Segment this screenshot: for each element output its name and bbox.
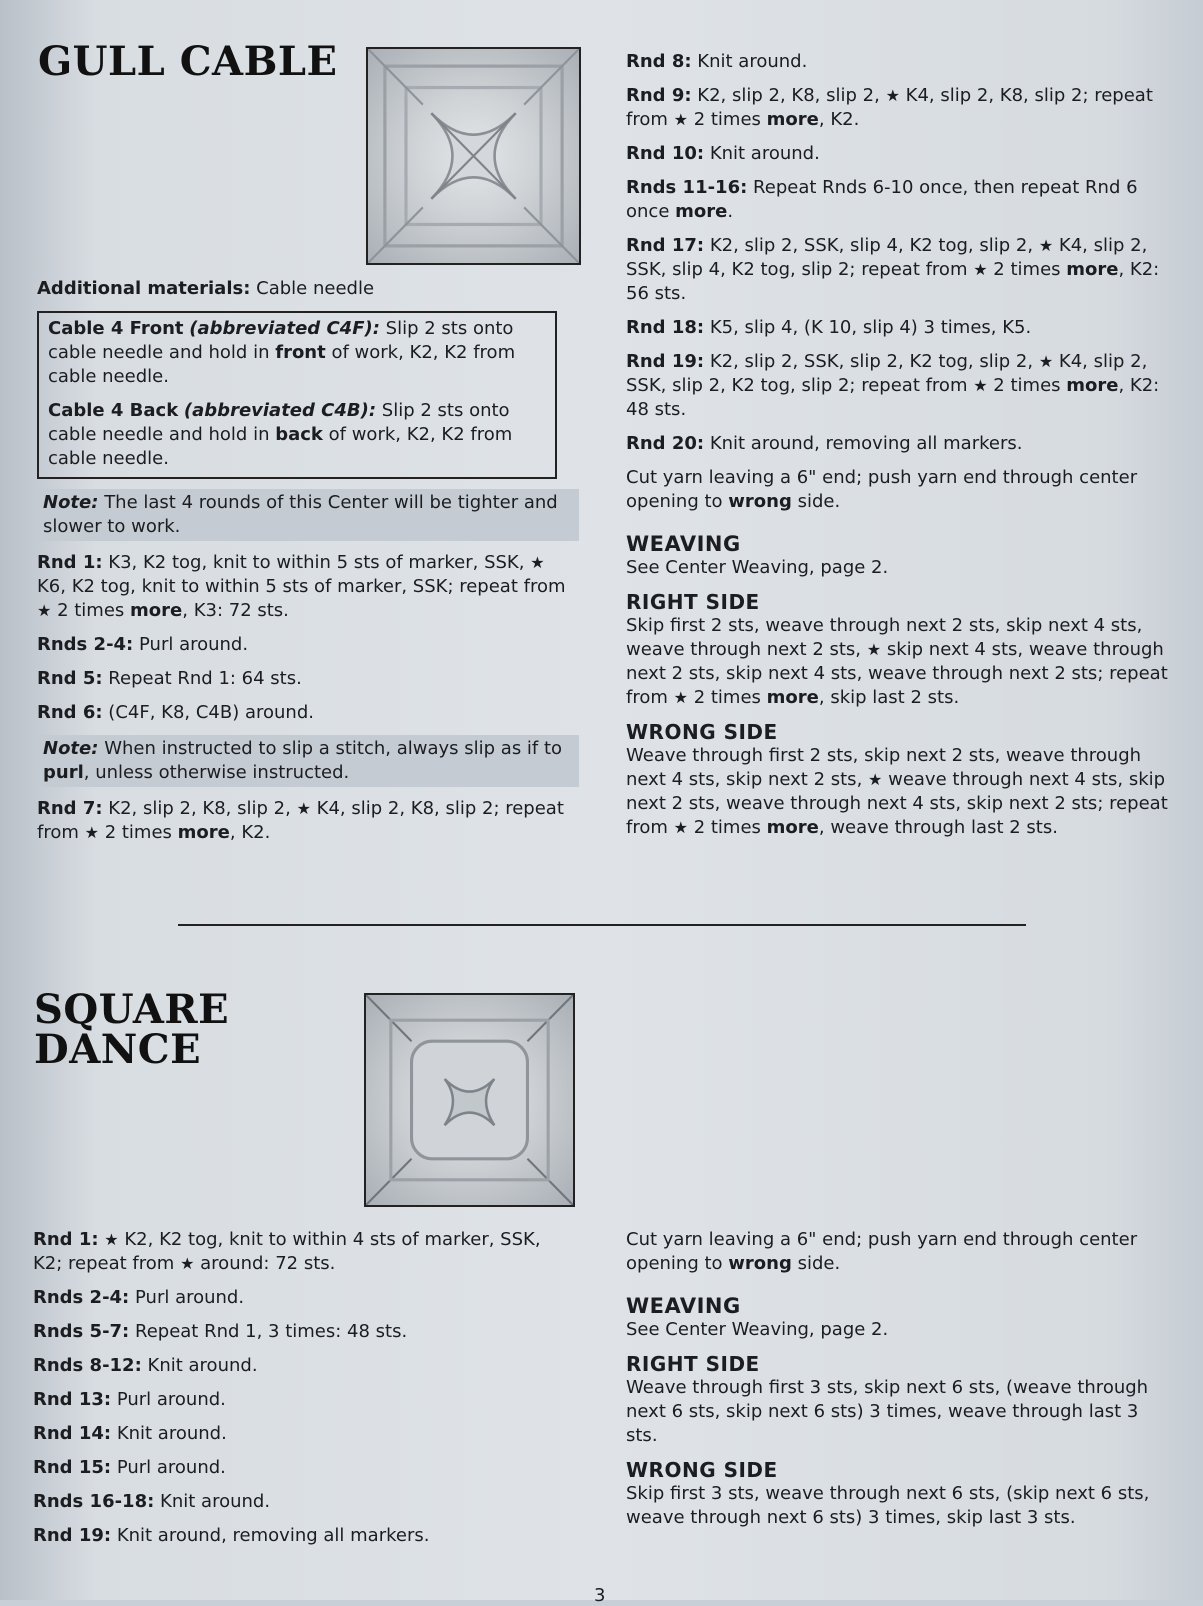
star-icon: ★ — [530, 553, 545, 572]
gull-right-side-heading: RIGHT SIDE — [626, 590, 760, 614]
square-dance-left-column — [33, 1228, 573, 1558]
note-label: Note: — [43, 738, 99, 759]
gull-cable-swatch-photo — [366, 47, 581, 265]
square-rnd-8-12 — [33, 1354, 573, 1378]
star-icon: ★ — [885, 86, 900, 105]
rnd-text: 2 times — [104, 822, 172, 843]
note-text: , unless otherwise instructed. — [83, 762, 350, 783]
c4b-definition — [48, 399, 547, 471]
star-icon: ★ — [104, 1230, 119, 1249]
materials-value: Cable needle — [256, 278, 375, 299]
gull-wrong-side-heading: WRONG SIDE — [626, 720, 778, 744]
ws-text: Weave through first 2 sts, skip next 2 sts, weave through next 4 sts, skip next 2 sts, — [626, 745, 1142, 790]
gull-cable-title: GULL CABLE — [38, 38, 338, 85]
c4f-emph: front — [275, 342, 326, 363]
star-icon: ★ — [180, 1254, 195, 1273]
star-icon: ★ — [296, 799, 311, 818]
cable-definitions-box — [37, 311, 557, 479]
rnd-emph: more — [675, 201, 728, 222]
square-rnd-16-18 — [33, 1490, 573, 1514]
rnd-text: Knit around, removing all markers. — [116, 1525, 430, 1546]
c4b-text-end: of work, K2, K2 from cable needle. — [48, 424, 513, 469]
rnd-text: Knit around. — [147, 1355, 258, 1376]
square-rnd-13 — [33, 1388, 573, 1412]
rnd-text: , K3: 72 sts. — [182, 600, 289, 621]
gull-cable-left-column — [37, 277, 577, 855]
ws-emph: more — [766, 817, 819, 838]
rnd-text: K2, slip 2, K8, slip 2, — [697, 85, 880, 106]
gull-rnd-9 — [626, 84, 1171, 132]
rnd-label: Rnds 11-16: — [626, 177, 748, 198]
cut-emph: wrong — [728, 491, 792, 512]
rnd-text: K2, slip 2, SSK, slip 4, K2 tog, slip 2, — [709, 235, 1034, 256]
rnd-label: Rnd 18: — [626, 317, 705, 338]
rnd-text: Purl around. — [116, 1389, 226, 1410]
cut-text: Cut yarn leaving a 6" end; push yarn end through center opening to — [626, 467, 1138, 512]
star-icon: ★ — [673, 818, 688, 837]
rnd-text: K2, K2 tog, knit to within 4 sts of marker, SSK, K2; repeat from — [33, 1229, 541, 1274]
square-cut-yarn — [626, 1228, 1171, 1276]
rnd-text: K3, K2 tog, knit to within 5 sts of marker, SSK, — [108, 552, 525, 573]
square-right-side-text: Weave through first 3 sts, skip next 6 sts, (weave through next 6 sts, skip next 6 sts) 3 times, weave through last 3 sts. — [626, 1377, 1149, 1446]
rnd-emph: more — [1066, 375, 1119, 396]
rnd-label: Rnd 5: — [37, 668, 103, 689]
gull-cable-right-column — [626, 50, 1171, 850]
square-weaving-text: See Center Weaving, page 2. — [626, 1319, 889, 1340]
rnd-label: Rnd 1: — [33, 1229, 99, 1250]
rnd-label: Rnds 2-4: — [33, 1287, 130, 1308]
rnd-text: Purl around. — [116, 1457, 226, 1478]
rnd-emph: more — [766, 109, 819, 130]
gull-rnd-17 — [626, 234, 1171, 306]
title-line: SQUARE — [34, 986, 230, 1033]
c4f-abbr: (abbreviated C4F): — [189, 318, 380, 339]
rnd-text: Repeat Rnd 1: 64 sts. — [108, 668, 302, 689]
square-dance-title — [34, 986, 294, 1073]
note-slip-purlwise — [37, 735, 579, 787]
gull-wrong-side-text — [626, 744, 1171, 840]
rnd-label: Rnds 8-12: — [33, 1355, 142, 1376]
gull-cut-yarn — [626, 466, 1171, 514]
square-wrong-side-text: Skip first 3 sts, weave through next 6 sts, (skip next 6 sts, weave through next 6 sts) 3 times, skip last 3 sts. — [626, 1483, 1150, 1528]
rnd-label: Rnd 14: — [33, 1423, 112, 1444]
square-weaving-heading: WEAVING — [626, 1294, 741, 1318]
rnd-text: , K2: 48 sts. — [626, 375, 1160, 420]
rnd-text: K5, slip 4, (K 10, slip 4) 3 times, K5. — [709, 317, 1032, 338]
c4f-text-end: of work, K2, K2 from cable needle. — [48, 342, 516, 387]
cut-text: side. — [797, 491, 841, 512]
section-divider — [178, 924, 1026, 926]
rnd-label: Rnd 20: — [626, 433, 705, 454]
page-number: 3 — [594, 1585, 606, 1606]
square-rnd-1 — [33, 1228, 573, 1276]
ws-text: 2 times — [693, 817, 761, 838]
rnd-text: 2 times — [993, 259, 1061, 280]
rnd-label: Rnd 17: — [626, 235, 705, 256]
gull-rnd-20 — [626, 432, 1171, 456]
star-icon: ★ — [868, 770, 883, 789]
materials-line — [37, 277, 577, 301]
rnd-text: 2 times — [693, 109, 761, 130]
rnd-text: , K2. — [818, 109, 860, 130]
c4f-text: Slip 2 sts onto cable needle and hold in — [48, 318, 514, 363]
rnd-text: K4, slip 2, SSK, slip 2, K2 tog, slip 2; repeat from — [626, 351, 1148, 396]
cut-text: side. — [797, 1253, 841, 1274]
rnd-emph: more — [130, 600, 183, 621]
rnd-label: Rnd 8: — [626, 51, 692, 72]
rnd-label: Rnd 7: — [37, 798, 103, 819]
rnd-emph: more — [1066, 259, 1119, 280]
rnd-label: Rnd 6: — [37, 702, 103, 723]
rnd-text: . — [727, 201, 734, 222]
square-wrong-side-heading: WRONG SIDE — [626, 1458, 778, 1482]
note-text: The last 4 rounds of this Center will be tighter and slower to work. — [43, 492, 558, 537]
rnd-label: Rnd 10: — [626, 143, 705, 164]
square-rnd-14 — [33, 1422, 573, 1446]
rnd-text: K2, slip 2, K8, slip 2, — [108, 798, 291, 819]
rnd-text: Repeat Rnds 6-10 once, then repeat Rnd 6 once — [626, 177, 1138, 222]
rnd-text: (C4F, K8, C4B) around. — [108, 702, 314, 723]
rnd-text: Purl around. — [135, 1287, 245, 1308]
ws-text: weave through next 4 sts, skip next 2 sts, weave through next 4 sts, skip next 2 sts; repeat from — [626, 769, 1168, 838]
rnd-emph: more — [177, 822, 230, 843]
title-line: DANCE — [34, 1026, 202, 1073]
rnd-text: Knit around. — [116, 1423, 227, 1444]
gull-rnd-2-4 — [37, 633, 577, 657]
square-dance-right-column — [626, 1228, 1171, 1540]
rnd-text: K6, K2 tog, knit to within 5 sts of marker, SSK; repeat from — [37, 576, 566, 597]
star-icon: ★ — [673, 688, 688, 707]
c4b-abbr: (abbreviated C4B): — [183, 400, 377, 421]
star-icon: ★ — [973, 260, 988, 279]
rnd-label: Rnd 9: — [626, 85, 692, 106]
gull-rnd-8 — [626, 50, 1171, 74]
gull-rnd-18 — [626, 316, 1171, 340]
rnd-label: Rnd 19: — [626, 351, 705, 372]
gull-weaving-text: See Center Weaving, page 2. — [626, 557, 889, 578]
materials-label: Additional materials: — [37, 278, 251, 299]
rnd-label: Rnds 2-4: — [37, 634, 134, 655]
star-icon: ★ — [1038, 352, 1054, 371]
gull-rnd-7 — [37, 797, 577, 845]
rnd-text: K4, slip 2, SSK, slip 4, K2 tog, slip 2; repeat from — [626, 235, 1148, 280]
rnd-label: Rnds 5-7: — [33, 1321, 130, 1342]
cut-emph: wrong — [728, 1253, 792, 1274]
gull-rnd-19 — [626, 350, 1171, 422]
rnd-text: Knit around, removing all markers. — [709, 433, 1023, 454]
gull-rnd-5 — [37, 667, 577, 691]
rnd-label: Rnd 15: — [33, 1457, 112, 1478]
rnd-text: Repeat Rnd 1, 3 times: 48 sts. — [135, 1321, 408, 1342]
gull-weaving-heading: WEAVING — [626, 532, 741, 556]
star-icon: ★ — [37, 601, 52, 620]
square-rnd-15 — [33, 1456, 573, 1480]
rnd-label: Rnd 1: — [37, 552, 103, 573]
star-icon: ★ — [866, 640, 882, 659]
rnd-text: Purl around. — [139, 634, 249, 655]
gull-rnd-11-16 — [626, 176, 1171, 224]
cut-text: Cut yarn leaving a 6" end; push yarn end through center opening to — [626, 1229, 1138, 1274]
note-emph: purl — [43, 762, 84, 783]
gull-rnd-6 — [37, 701, 577, 725]
gull-rnd-1 — [37, 551, 577, 623]
rnd-label: Rnd 13: — [33, 1389, 112, 1410]
rnd-label: Rnd 19: — [33, 1525, 112, 1546]
rnd-text: Knit around. — [709, 143, 820, 164]
rnd-text: K4, slip 2, K8, slip 2; repeat from — [37, 798, 564, 843]
rnd-text: 2 times — [57, 600, 125, 621]
rnd-label: Rnds 16-18: — [33, 1491, 155, 1512]
rs-text: , skip last 2 sts. — [818, 687, 960, 708]
rnd-text: Knit around. — [697, 51, 808, 72]
note-text: When instructed to slip a stitch, always slip as if to — [104, 738, 563, 759]
star-icon: ★ — [84, 823, 99, 842]
ws-text: , weave through last 2 sts. — [818, 817, 1058, 838]
c4b-text: Slip 2 sts onto cable needle and hold in — [48, 400, 510, 445]
c4b-emph: back — [275, 424, 323, 445]
star-icon: ★ — [973, 376, 988, 395]
square-rnd-5-7 — [33, 1320, 573, 1344]
rnd-text: , K2: 56 sts. — [626, 259, 1160, 304]
rs-text: Skip first 2 sts, weave through next 2 sts, skip next 4 sts, weave through next 2 sts, — [626, 615, 1143, 660]
rs-text: 2 times — [693, 687, 761, 708]
c4b-label: Cable 4 Back — [48, 400, 179, 421]
rnd-text: , K2. — [229, 822, 271, 843]
star-icon: ★ — [673, 110, 688, 129]
square-right-side-heading: RIGHT SIDE — [626, 1352, 760, 1376]
star-icon: ★ — [1038, 236, 1054, 255]
gull-right-side-text — [626, 614, 1171, 710]
rnd-text: Knit around. — [160, 1491, 271, 1512]
rnd-text: K2, slip 2, SSK, slip 2, K2 tog, slip 2, — [709, 351, 1034, 372]
c4f-label: Cable 4 Front — [48, 318, 184, 339]
rs-text: skip next 4 sts, weave through next 2 sts, skip next 4 sts, weave through next 2 sts; repeat from — [626, 639, 1168, 708]
gull-rnd-10 — [626, 142, 1171, 166]
rs-emph: more — [766, 687, 819, 708]
square-rnd-19 — [33, 1524, 573, 1548]
rnd-text: K4, slip 2, K8, slip 2; repeat from — [626, 85, 1153, 130]
c4f-definition — [48, 317, 547, 389]
rnd-text: 2 times — [993, 375, 1061, 396]
note-label: Note: — [43, 492, 99, 513]
rnd-text: around: 72 sts. — [200, 1253, 336, 1274]
note-tighter-rounds — [37, 489, 579, 541]
square-dance-swatch-photo — [364, 993, 575, 1207]
square-rnd-2-4 — [33, 1286, 573, 1310]
